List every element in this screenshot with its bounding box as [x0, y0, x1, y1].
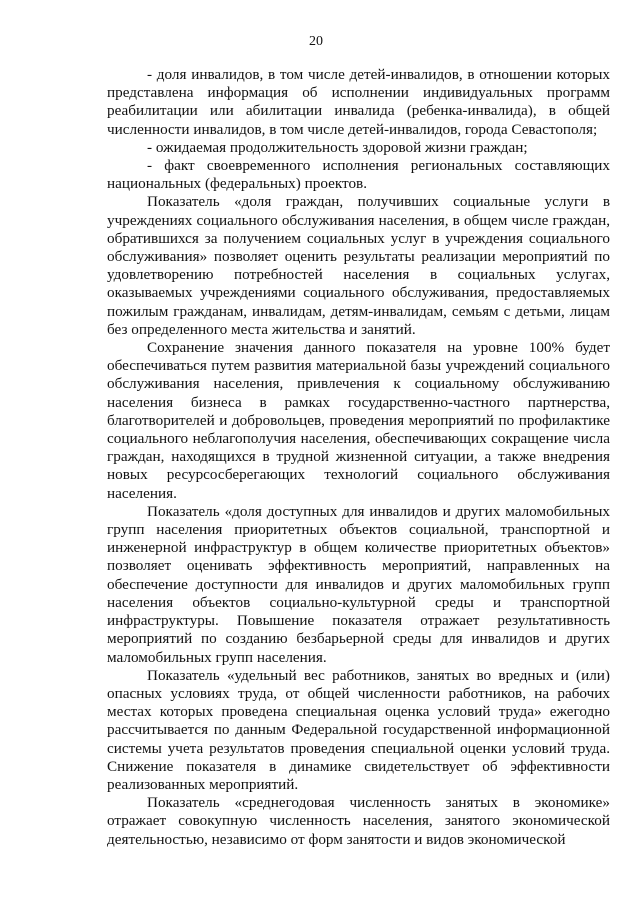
bullet-disabled-rehab-share: - доля инвалидов, в том числе детей-инвалидов, в отношении которых представлена информация об исполнении индивидуальных программ реабилитации или абилитации инвалида (ребенка-инвалида), в общей численности инвалидов, в том числе детей-инвалидов, города Севастополя;	[107, 66, 610, 138]
paragraph-maintaining-indicator: Сохранение значения данного показателя на уровне 100% будет обеспечиваться путем развития материальной базы учреждений социального обслуживания населения, привлечения к социальному обслуживанию населения бизнеса в рамках государственно-частного партнерства, благотворителей и добровольцев, проведения мероприятий по профилактике социального неблагополучия населения, обеспечивающих сокращение числа граждан, находящихся в трудной жизненной ситуации, а также внедрения новых ресурсосберегающих технологий социального обслуживания населения.	[107, 339, 610, 502]
page-number: 20	[309, 34, 323, 49]
body-text	[107, 66, 610, 849]
paragraph-hazardous-work-indicator: Показатель «удельный вес работников, занятых во вредных и (или) опасных условиях труда, от общей численности работников, на рабочих местах которых проведена специальная оценка условий труда» ежегодно рассчитывается по данным Федеральной государственной информационной системы учета результатов проведения специальной оценки условий труда. Снижение показателя в динамике свидетельствует об эффективности реализованных мероприятий.	[107, 666, 610, 793]
bullet-healthy-life-expectancy: - ожидаемая продолжительность здоровой жизни граждан;	[147, 138, 528, 156]
paragraph-employment-indicator: Показатель «среднегодовая численность занятых в экономике» отражает совокупную численность населения, занятого экономической деятельностью, независимо от форм занятости и видов экономической	[107, 794, 610, 848]
bullet-timely-projects: - факт своевременного исполнения региональных составляющих национальных (федеральных) проектов.	[107, 157, 610, 193]
paragraph-social-services-indicator: Показатель «доля граждан, получивших социальные услуги в учреждениях социального обслуживания населения, в общем числе граждан, обратившихся за получением социальных услуг в учреждения социального обслуживания» позволяет оценить результаты реализации мероприятий по удовлетворению потребностей населения в социальных услугах, оказываемых учреждениями социального обслуживания, предоставляемых пожилым гражданам, инвалидам, детям-инвалидам, семьям с детьми, лицам без определенного места жительства и занятий.	[107, 193, 610, 338]
paragraph-accessibility-indicator: Показатель «доля доступных для инвалидов и других маломобильных групп населения приоритетных объектов социальной, транспортной и инженерной инфраструктур в общем количестве приоритетных объектов» позволяет оценивать эффективность мероприятий, направленных на обеспечение доступности для инвалидов и других маломобильных групп населения объектов социально-культурной среды и транспортной инфраструктуры. Повышение показателя отражает результативность мероприятий по созданию безбарьерной среды для инвалидов и других маломобильных групп населения.	[107, 502, 610, 666]
